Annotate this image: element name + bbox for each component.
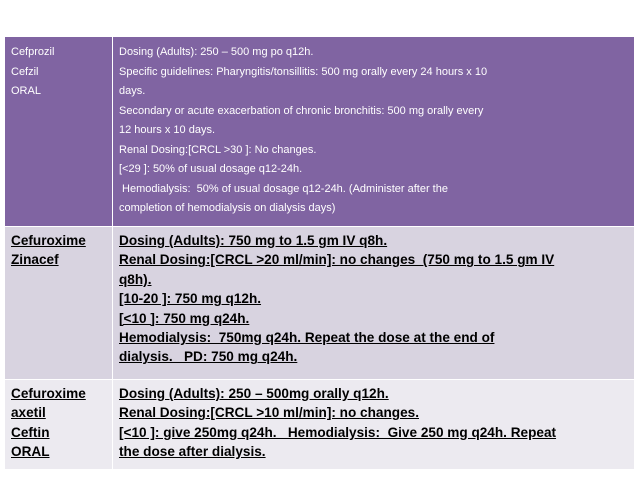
dosing-line: [10-20 ]: 750 mg q12h. [119, 291, 262, 307]
drug-name-line: ORAL [11, 444, 50, 460]
dosing-line: Specific guidelines: Pharyngitis/tonsillitis: 500 mg orally every 24 hours x 10 [119, 65, 488, 78]
drug-name-line: Ceftin [11, 424, 50, 440]
drug-name-cell [5, 227, 113, 380]
drug-name-line: Cefzil [11, 65, 39, 78]
table-row-cefprozil [5, 37, 635, 227]
dosing-line: q8h). [119, 271, 152, 287]
dosing-line: the dose after dialysis. [119, 444, 266, 460]
drug-name-cell [5, 380, 113, 470]
dosing-line: Renal Dosing:[CRCL >20 ml/min]: no changes (750 mg to 1.5 gm IV [119, 252, 555, 268]
table-row-cefuroxime-zinacef [5, 227, 635, 380]
dosing-table [4, 36, 635, 470]
dosing-line: dialysis. PD: 750 mg q24h. [119, 349, 298, 365]
drug-name-line: Cefprozil [11, 46, 55, 58]
drug-name-line: Zinacef [11, 252, 59, 268]
dosing-line: [<10 ]: give 250mg q24h. Hemodialysis: Give 250 mg q24h. Repeat [119, 424, 557, 440]
dosing-line: Dosing (Adults): 250 – 500mg orally q12h. [119, 386, 389, 401]
drug-name-line: ORAL [11, 85, 41, 97]
dosing-line: Secondary or acute exacerbation of chronic bronchitis: 500 mg orally every [119, 104, 484, 117]
drug-name-cell [5, 37, 113, 227]
dosing-line: 12 hours x 10 days. [119, 124, 216, 136]
dosing-info-cell [113, 227, 635, 380]
dosing-line: Dosing (Adults): 750 mg to 1.5 gm IV q8h. [119, 233, 388, 248]
dosing-line: days. [119, 85, 146, 97]
dosing-line: [<29 ]: 50% of usual dosage q12-24h. [119, 163, 303, 175]
dosing-info-cell [113, 380, 635, 470]
dosing-line: Dosing (Adults): 250 – 500 mg po q12h. [119, 46, 314, 58]
dosing-info-cell [113, 37, 635, 227]
drug-name-line: Cefuroxime [11, 233, 86, 248]
dosing-line: Hemodialysis: 750mg q24h. Repeat the dose at the end of [119, 330, 495, 346]
dosing-line: Renal Dosing:[CRCL >30 ]: No changes. [119, 143, 317, 156]
table-row-cefuroxime-axetil [5, 380, 635, 470]
drug-name-line: Cefuroxime [11, 386, 86, 401]
dosing-line: Hemodialysis: 50% of usual dosage q12-24h. (Administer after the [119, 182, 448, 195]
drug-name-line: axetil [11, 405, 46, 421]
dosing-line: completion of hemodialysis on dialysis days) [119, 202, 336, 214]
dosing-line: Renal Dosing:[CRCL >10 ml/min]: no changes. [119, 405, 419, 421]
dosing-line: [<10 ]: 750 mg q24h. [119, 310, 250, 326]
